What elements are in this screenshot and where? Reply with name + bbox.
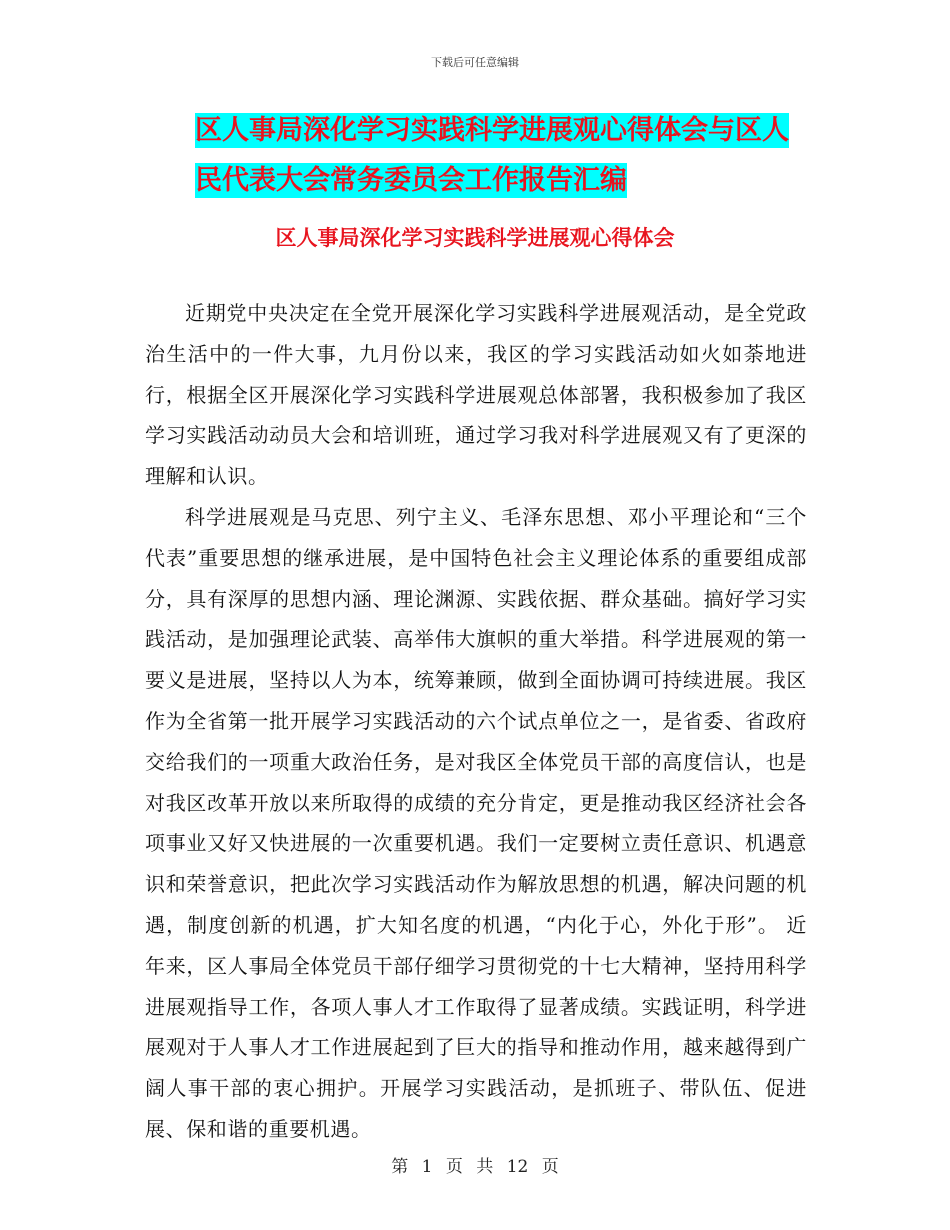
document-title-text: 区人事局深化学习实践科学进展观心得体会与区人民代表大会常务委员会工作报告汇编 — [195, 115, 789, 196]
document-body — [145, 293, 807, 1150]
section-title: 区人事局深化学习实践科学进展观心得体会 — [275, 226, 675, 250]
page-footer: 第 1 页 共 12 页 — [391, 1157, 559, 1177]
document-title — [195, 106, 805, 206]
paragraph: 科学进展观是马克思、列宁主义、毛泽东思想、邓小平理论和“三个代表”重要思想的继承进展，是中国特色社会主义理论体系的重要组成部分，具有深厚的思想内涵、理论渊源、实践依据、群众基础。搞好学习实践活动，是加强理论武装、高举伟大旗帜的重大举措。科学进展观的第一要义是进展，坚持以人为本，统筹兼顾，做到全面协调可持续进展。我区作为全省第一批开展学习实践活动的六个试点单位之一，是省委、省政府交给我们的一项重大政治任务，是对我区全体党员干部的高度信认，也是对我区改革开放以来所取得的成绩的充分肯定，更是推动我区经济社会各项事业又好又快进展的一次重要机遇。我们一定要树立责任意识、机遇意识和荣誉意识，把此次学习实践活动作为解放思想的机遇，解决问题的机遇，制度创新的机遇，扩大知名度的机遇，“内化于心，外化于形”。 近年来，区人事局全体党员干部仔细学习贯彻党的十七大精神，坚持用科学进展观指导工作，各项人事人才工作取得了显著成绩。实践证明，科学进展观对于人事人才工作进展起到了巨大的指导和推动作用，越来越得到广阔人事干部的衷心拥护。开展学习实践活动，是抓班子、带队伍、促进展、保和谐的重要机遇。 — [145, 504, 807, 1141]
header-note: 下载后可任意编辑 — [431, 56, 519, 69]
paragraph: 近期党中央决定在全党开展深化学习实践科学进展观活动，是全党政治生活中的一件大事，九月份以来，我区的学习实践活动如火如荼地进行，根据全区开展深化学习实践科学进展观总体部署，我积极参加了我区学习实践活动动员大会和培训班，通过学习我对科学进展观又有了更深的理解和认识。 — [145, 301, 807, 489]
